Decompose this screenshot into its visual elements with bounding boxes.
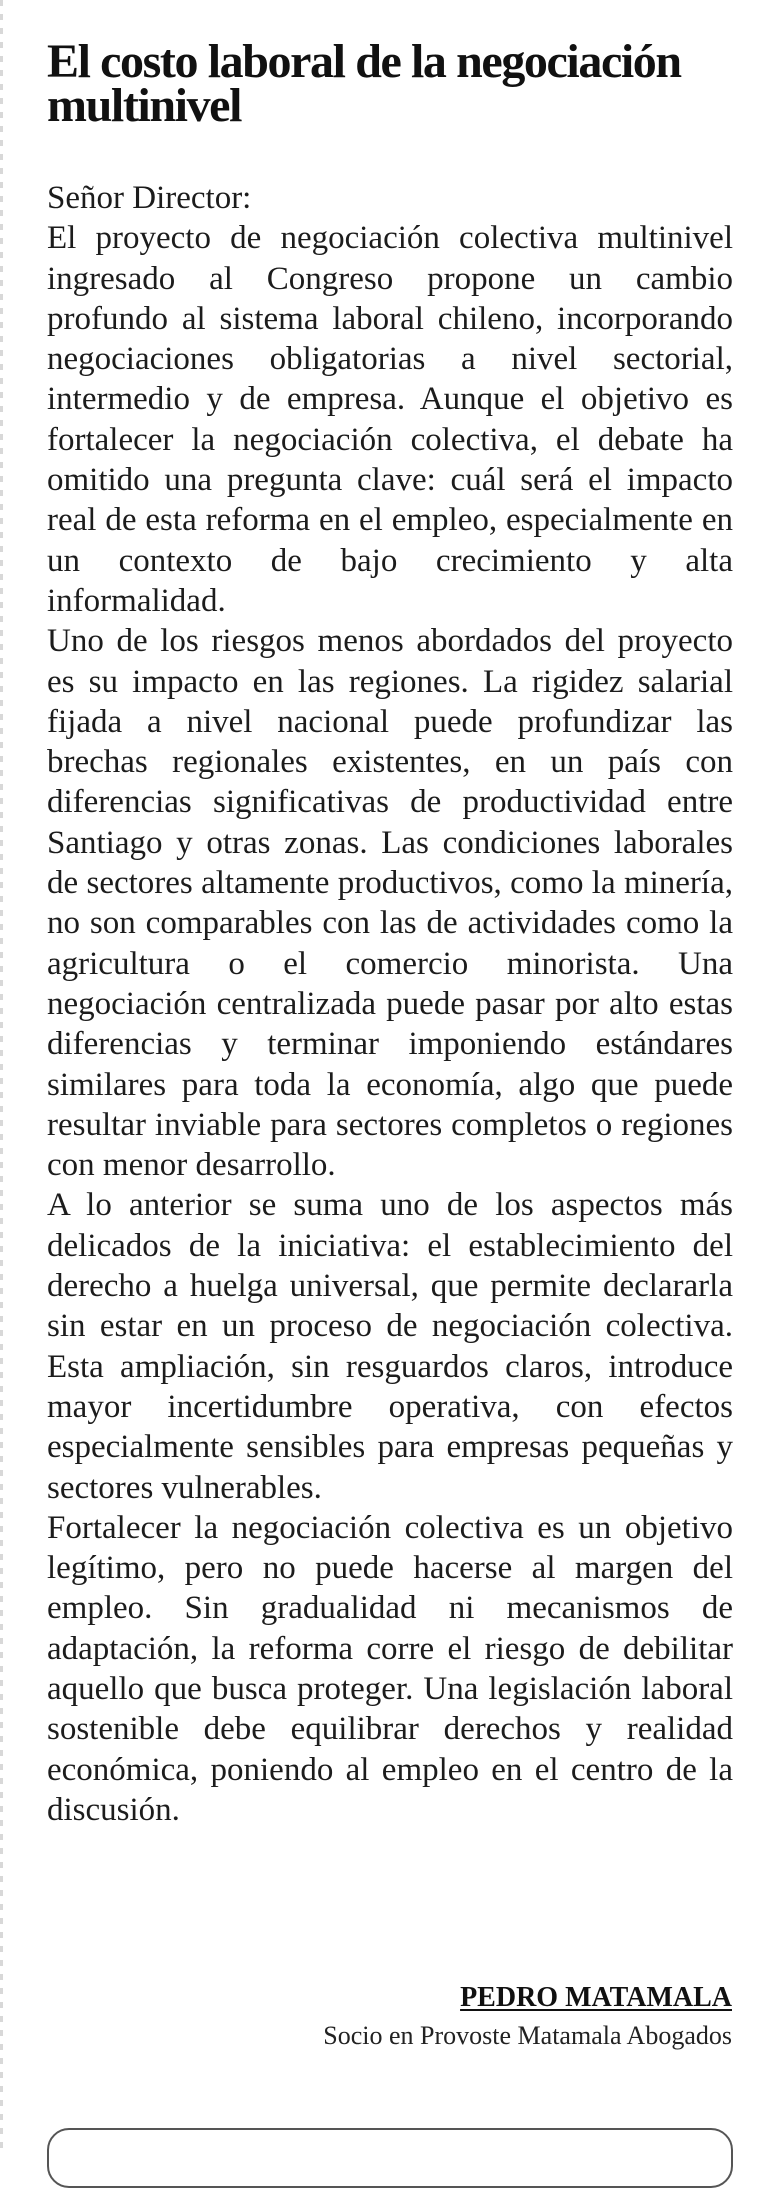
paragraph-4: Fortalecer la negociación colectiva es un objetivo legítimo, pero no puede hacerse al margen del empleo. Sin gradualidad ni mecanismos de adaptación, la reforma corre el riesgo de debilitar aquello que busca proteger. Una legislación laboral sostenible debe equilibrar derechos y realidad económica, poniendo al empleo en el centro de la discusión. [47, 1509, 733, 1828]
author-role: Socio en Provoste Matamala Abogados [323, 2021, 732, 2050]
paragraph-2: Uno de los riesgos menos abordados del proyecto es su impacto en las regiones. La rigidez salarial fijada a nivel nacional puede profundizar las brechas regionales existentes, en un país con diferencias significativas de productividad entre Santiago y otras zonas. Las condiciones laborales de sectores altamente productivos, como la minería, no son comparables con las de actividades como la agricultura o el comercio minorista. Una negociación centralizada puede pasar por alto estas diferencias y terminar imponiendo estándares similares para toda la economía, algo que puede resultar inviable para sectores completos o regiones con menor desarrollo. [47, 623, 733, 1184]
letter-body [47, 178, 733, 1830]
next-article-box [47, 2128, 733, 2188]
paragraph-1: El proyecto de negociación colectiva multinivel ingresado al Congreso propone un cambio profundo al sistema laboral chileno, incorporando negociaciones obligatorias a nivel sectorial, intermedio y de empresa. Aunque el objetivo es fortalecer la negociación colectiva, el debate ha omitido una pregunta clave: cuál será el impacto real de esta reforma en el empleo, especialmente en un contexto de bajo crecimiento y alta informalidad. [47, 220, 733, 619]
column-divider [0, 0, 3, 2148]
author-name: PEDRO MATAMALA [460, 1982, 732, 2013]
signature-block [323, 1980, 732, 2056]
paragraph-3: A lo anterior se suma uno de los aspectos más delicados de la iniciativa: el establecimiento del derecho a huelga universal, que permite declararla sin estar en un proceso de negociación colectiva. Esta ampliación, sin resguardos claros, introduce mayor incertidumbre operativa, con efectos especialmente sensibles para empresas pequeñas y sectores vulnerables. [47, 1187, 733, 1506]
headline: El costo laboral de la negociación multinivel [47, 35, 681, 132]
salutation: Señor Director: [47, 180, 252, 216]
